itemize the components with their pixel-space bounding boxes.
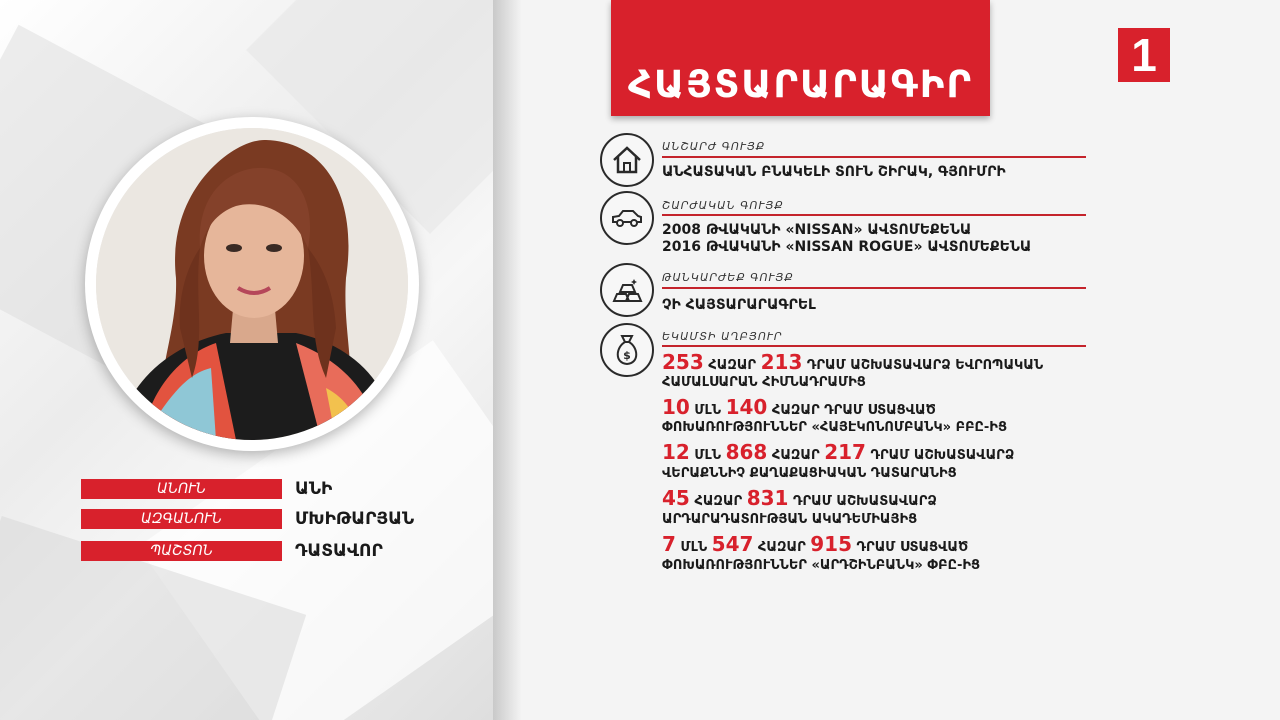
income-source-2: ՓՈԽԱՌՈՒԹՅՈՒՆՆԵՐ «ՀԱՅԷԿՈՆՈՄԲԱՆԿ» ԲԲԸ-ԻՑ: [662, 420, 1008, 435]
svg-text:$: $: [623, 349, 631, 362]
panel-divider: [493, 0, 521, 720]
income-row-4: [662, 486, 937, 510]
section-divider: [662, 287, 1086, 289]
income-amount: 12: [662, 440, 690, 464]
first-name-value: ԱՆԻ: [295, 479, 333, 499]
income-unit: ՀԱԶԱՐ: [689, 494, 747, 509]
income-text: ԴՐԱՄ ԱՇԽԱՏԱՎԱՐՁ ԵՎՐՈՊԱԿԱՆ: [802, 358, 1044, 373]
income-amount: 831: [746, 486, 789, 510]
movable-item-1: 2008 ԹՎԱԿԱՆԻ «NISSAN» ԱՎՏՈՄԵՔԵՆԱ: [662, 222, 972, 238]
income-amount: 868: [725, 440, 768, 464]
house-icon: [600, 133, 654, 187]
income-row-5: [662, 532, 968, 556]
income-unit: ՀԱԶԱՐ: [703, 358, 761, 373]
income-source-3: ՎԵՐԱՔՆՆԻՉ ՔԱՂԱՔԱՑԻԱԿԱՆ ԴԱՏԱՐԱՆԻՑ: [662, 466, 957, 481]
person-portrait: [96, 128, 408, 440]
category-label-real-estate: ԱՆՇԱՐԺ ԳՈՒՅՔ: [662, 140, 766, 153]
category-label-income: ԵԿԱՄՏԻ ԱՂԲՅՈՒՐ: [662, 330, 783, 343]
position-label: ՊԱՇՏՈՆ: [81, 541, 282, 561]
real-estate-item: ԱՆՀԱՏԱԿԱՆ ԲՆԱԿԵԼԻ ՏՈՒՆ ՇԻՐԱԿ, ԳՅՈՒՄՐԻ: [662, 164, 1006, 180]
income-row-3: [662, 440, 1014, 464]
section-divider: [662, 156, 1086, 158]
section-divider: [662, 214, 1086, 216]
income-source-5: ՓՈԽԱՌՈՒԹՅՈՒՆՆԵՐ «ԱՐԴՇԻՆԲԱՆԿ» ՓԲԸ-ԻՑ: [662, 558, 981, 573]
position-value: ԴԱՏԱՎՈՐ: [295, 541, 383, 561]
income-unit: ՄԼՆ: [689, 448, 726, 463]
income-text: ԴՐԱՄ ԱՇԽԱՏԱՎԱՐՁ: [788, 494, 937, 509]
title-banner: [611, 0, 990, 116]
income-text: ՀԱԶԱՐ ԴՐԱՄ ՍՏԱՑՎԱԾ: [767, 403, 936, 418]
last-name-value: ՄԽԻԹԱՐՅԱՆ: [295, 509, 415, 529]
category-label-valuables: ԹԱՆԿԱՐԺԵՔ ԳՈՒՅՔ: [662, 271, 794, 284]
income-row-1: [662, 350, 1043, 374]
category-label-movable: ՇԱՐԺԱԿԱՆ ԳՈՒՅՔ: [662, 199, 784, 212]
income-source-4: ԱՐԴԱՐԱԴԱՏՈՒԹՅԱՆ ԱԿԱԴԵՄԻԱՅԻՑ: [662, 512, 918, 527]
car-icon: [600, 191, 654, 245]
income-amount: 547: [711, 532, 754, 556]
movable-item-2: 2016 ԹՎԱԿԱՆԻ «NISSAN ROGUE» ԱՎՏՈՄԵՔԵՆԱ: [662, 239, 1032, 255]
income-amount: 915: [810, 532, 853, 556]
income-text: ԴՐԱՄ ԱՇԽԱՏԱՎԱՐՁ: [865, 448, 1015, 463]
income-unit: ՄԼՆ: [689, 403, 726, 418]
gold-bars-icon: [600, 263, 654, 317]
page-title: ՀԱՅՏԱՐԱՐԱԳԻՐ: [627, 63, 974, 106]
income-unit: ՀԱԶԱՐ: [767, 448, 825, 463]
income-text: ԴՐԱՄ ՍՏԱՑՎԱԾ: [852, 540, 969, 555]
income-amount: 253: [662, 350, 704, 374]
income-amount: 140: [725, 395, 768, 419]
income-amount: 7: [662, 532, 676, 556]
first-name-label: ԱՆՈՒՆ: [81, 479, 282, 499]
income-unit: ՄԼՆ: [675, 540, 712, 555]
money-bag-icon: [600, 323, 654, 377]
income-amount: 45: [662, 486, 690, 510]
income-source-1: ՀԱՄԱԼՍԱՐԱՆ ՀԻՄՆԱԴՐԱՄԻՑ: [662, 375, 866, 390]
income-unit: ՀԱԶԱՐ: [753, 540, 811, 555]
section-divider: [662, 345, 1086, 347]
income-row-2: [662, 395, 936, 419]
income-amount: 10: [662, 395, 690, 419]
last-name-label: ԱԶԳԱՆՈՒՆ: [81, 509, 282, 529]
portrait-illustration: [96, 128, 408, 440]
channel-logo: 1: [1118, 28, 1170, 82]
income-amount: 213: [760, 350, 803, 374]
valuables-item: ՉԻ ՀԱՅՏԱՐԱՐԱԳՐԵԼ: [662, 297, 816, 313]
income-amount: 217: [824, 440, 866, 464]
